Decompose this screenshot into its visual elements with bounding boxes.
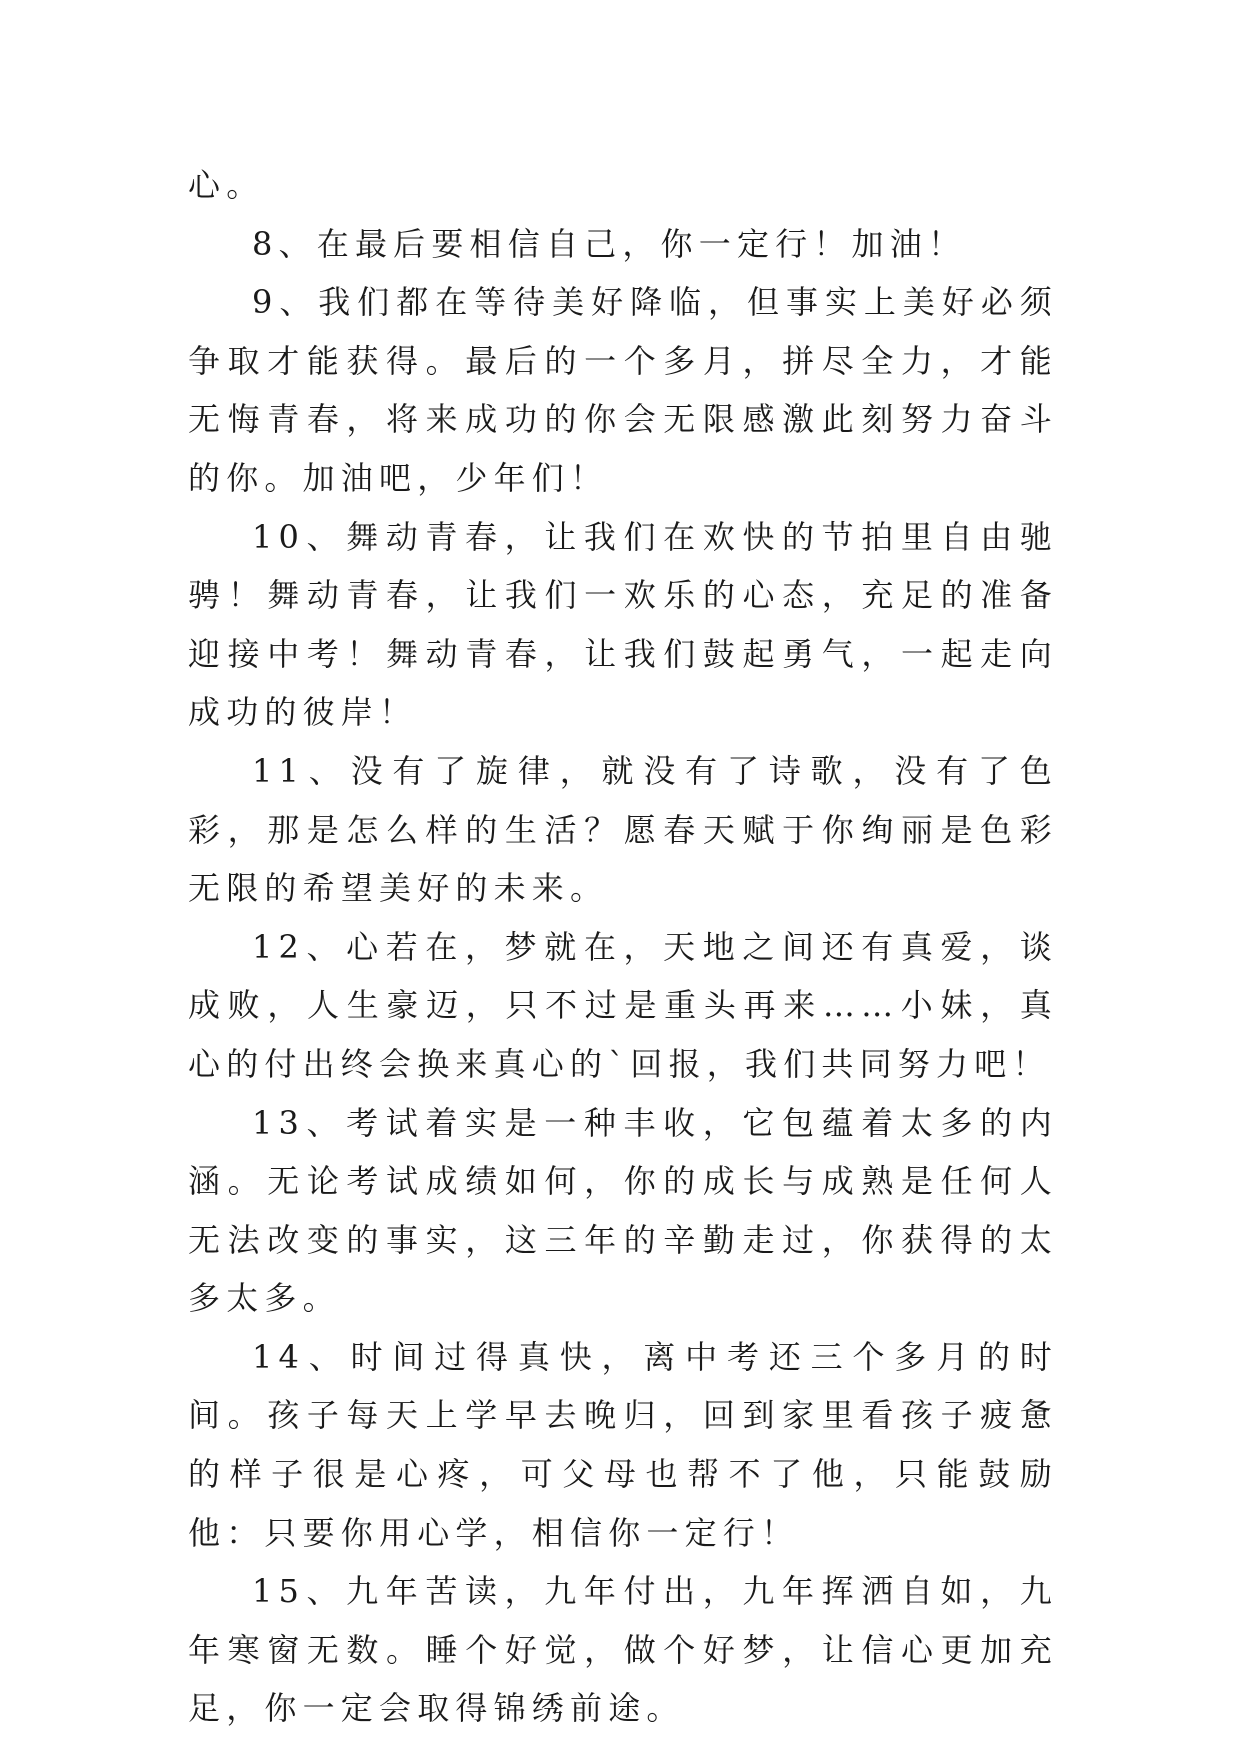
paragraph-item-8: 8、在最后要相信自己，你一定行！加油！ [252, 224, 967, 263]
paragraph-item-11: 11、没有了旋律，就没有了诗歌，没有了色彩，那是怎么样的生活？愿春天赋于你绚丽是色彩无限的希望美好的未来。 [188, 751, 1058, 908]
paragraph-item-15: 15、九年苦读，九年付出，九年挥洒自如，九年寒窗无数。睡个好觉，做个好梦，让信心更加充足，你一定会取得锦绣前途。 [188, 1572, 1058, 1728]
paragraph-item-10: 10、舞动青春，让我们在欢快的节拍里自由驰骋！舞动青春，让我们一欢乐的心态，充足的准备迎接中考！舞动青春，让我们鼓起勇气，一起走向成功的彼岸！ [188, 517, 1058, 732]
paragraph-item-14: 14、时间过得真快，离中考还三个多月的时间。孩子每天上学早去晚归，回到家里看孩子疲惫的样子很是心疼，可父母也帮不了他，只能鼓励他：只要你用心学，相信你一定行！ [188, 1337, 1058, 1552]
paragraph-item-13: 13、考试着实是一种丰收，它包蕴着太多的内涵。无论考试成绩如何，你的成长与成熟是任何人无法改变的事实，这三年的辛勤走过，你获得的太多太多。 [188, 1103, 1058, 1318]
paragraph-item-12: 12、心若在，梦就在，天地之间还有真爱，谈成败，人生豪迈，只不过是重头再来……小妹，真心的付出终会换来真心的`回报，我们共同努力吧！ [188, 927, 1058, 1083]
paragraph-item-9: 9、我们都在等待美好降临，但事实上美好必须争取才能获得。最后的一个多月，拼尽全力，才能无悔青春，将来成功的你会无限感激此刻努力奋斗的你。加油吧，少年们！ [188, 283, 1058, 497]
document-body [188, 156, 1058, 1738]
paragraph-continuation: 心。 [188, 166, 265, 204]
